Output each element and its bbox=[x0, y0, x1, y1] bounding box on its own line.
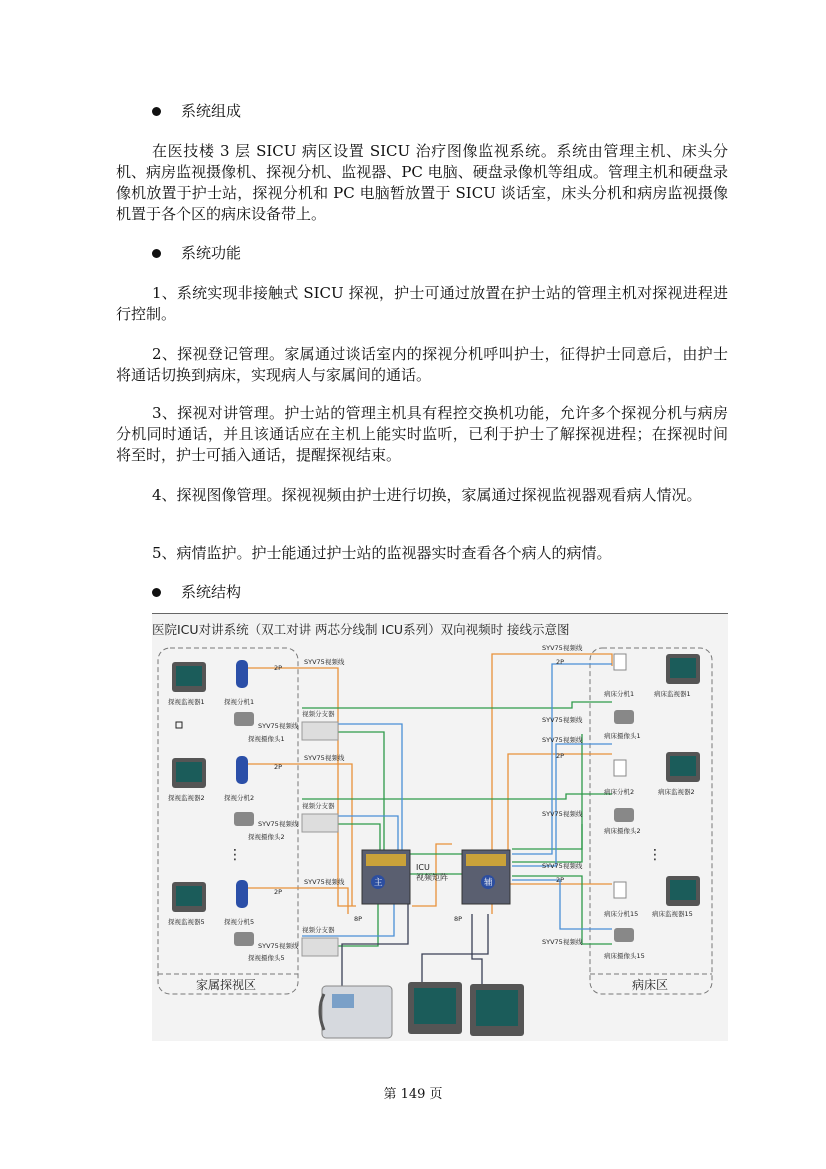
svg-text:视频分支器: 视频分支器 bbox=[302, 802, 335, 810]
visitor-monitor-label: 探视监视器1 bbox=[168, 698, 205, 706]
svg-text:病床监视器2: 病床监视器2 bbox=[658, 788, 695, 796]
section-heading-composition: 系统组成 bbox=[152, 100, 241, 122]
paragraph-function-5: 5、病情监护。护士能通过护士站的监视器实时查看各个病人的病情。 bbox=[152, 544, 612, 562]
svg-text:SYV75视频线: SYV75视频线 bbox=[304, 658, 345, 666]
bullet-icon bbox=[152, 249, 161, 258]
svg-text:2P: 2P bbox=[556, 752, 565, 760]
svg-text:病床摄像头15: 病床摄像头15 bbox=[604, 952, 645, 960]
matrix-aux bbox=[462, 850, 510, 904]
ward-group-2 bbox=[604, 752, 700, 863]
paragraph-function-3: 3、探视对讲管理。护士站的管理主机具有程控交换机功能，允许多个探视分机与病房分机同时通话，并且该通话应在主机上能实时监听，已利于护士了解探视进程；在探视时间将至时，护士可插入通话，提醒探视结束。 bbox=[116, 404, 728, 464]
svg-text:⋮: ⋮ bbox=[648, 847, 662, 863]
paragraph-function-4: 4、探视图像管理。探视视频由护士进行切换，家属通过探视监视器观看病人情况。 bbox=[152, 486, 702, 504]
svg-text:SYV75视频线: SYV75视频线 bbox=[542, 810, 583, 818]
svg-text:SYV75视频线: SYV75视频线 bbox=[258, 722, 299, 730]
svg-text:视频分支器: 视频分支器 bbox=[302, 926, 335, 934]
svg-text:病床监视器15: 病床监视器15 bbox=[652, 910, 693, 918]
page-number: 第 149 页 bbox=[383, 1087, 443, 1102]
svg-text:探视监视器2: 探视监视器2 bbox=[168, 794, 205, 802]
svg-text:SYV75视频线: SYV75视频线 bbox=[542, 716, 583, 724]
svg-text:2P: 2P bbox=[556, 658, 565, 666]
visitor-extension-label: 探视分机1 bbox=[224, 698, 255, 706]
diagram-title: 医院ICU对讲系统（双工对讲 两芯分线制 ICU系列）双向视频时 接线示意图 bbox=[152, 622, 570, 637]
svg-text:2P: 2P bbox=[274, 888, 283, 896]
svg-text:探视分机2: 探视分机2 bbox=[224, 794, 255, 802]
svg-text:探视摄像头5: 探视摄像头5 bbox=[248, 954, 285, 962]
svg-text:SYV75视频线: SYV75视频线 bbox=[304, 878, 345, 886]
visitor-group-1 bbox=[168, 660, 338, 743]
matrix-main bbox=[362, 850, 410, 904]
matrix-label-line2: 视频矩阵 bbox=[416, 873, 448, 882]
svg-text:病床摄像头1: 病床摄像头1 bbox=[604, 732, 641, 740]
visitor-camera-label: 探视摄像头1 bbox=[248, 735, 285, 743]
ward-zone bbox=[590, 648, 712, 994]
svg-text:病床分机2: 病床分机2 bbox=[604, 788, 635, 796]
svg-text:病床监视器1: 病床监视器1 bbox=[654, 690, 691, 698]
svg-text:SYV75视频线: SYV75视频线 bbox=[258, 942, 299, 950]
svg-text:2P: 2P bbox=[274, 763, 283, 771]
svg-text:SYV75视频线: SYV75视频线 bbox=[258, 820, 299, 828]
camera-icon bbox=[234, 812, 254, 826]
bullet-icon bbox=[152, 588, 161, 597]
camera-icon bbox=[614, 808, 634, 822]
splitter-icon bbox=[302, 722, 338, 740]
section-heading-structure: 系统结构 bbox=[152, 581, 241, 603]
matrix-label-line1: ICU bbox=[416, 863, 430, 872]
visitor-zone-label: 家属探视区 bbox=[196, 978, 257, 992]
svg-text:探视摄像头2: 探视摄像头2 bbox=[248, 833, 285, 841]
svg-text:病床分机15: 病床分机15 bbox=[604, 910, 639, 918]
wiring-diagram bbox=[152, 614, 728, 1041]
svg-text:病床分机1: 病床分机1 bbox=[604, 690, 635, 698]
svg-text:视频分支器: 视频分支器 bbox=[302, 710, 335, 718]
diagram-svg bbox=[152, 614, 728, 1041]
camera-icon bbox=[614, 710, 634, 724]
handset-icon bbox=[236, 660, 248, 688]
splitter-icon bbox=[302, 814, 338, 832]
section-heading-function: 系统功能 bbox=[152, 242, 241, 264]
camera-icon bbox=[614, 928, 634, 942]
svg-text:病床摄像头2: 病床摄像头2 bbox=[604, 827, 641, 835]
paragraph-function-2: 2、探视登记管理。家属通过谈话室内的探视分机呼叫护士，征得护士同意后，由护士将通话切换到病床，实现病人与家属间的通话。 bbox=[116, 345, 728, 384]
bullet-icon bbox=[152, 107, 161, 116]
svg-text:探视分机5: 探视分机5 bbox=[224, 918, 255, 926]
ward-group-1 bbox=[604, 654, 700, 740]
svg-text:SYV75视频线: SYV75视频线 bbox=[304, 754, 345, 762]
nurse-monitor-2 bbox=[470, 984, 524, 1036]
splitter-icon bbox=[302, 938, 338, 956]
bed-extension-icon bbox=[614, 654, 626, 670]
ward-group-15 bbox=[604, 876, 700, 960]
svg-text:2P: 2P bbox=[274, 664, 283, 672]
svg-text:2P: 2P bbox=[556, 876, 565, 884]
svg-text:8P: 8P bbox=[354, 915, 363, 923]
visitor-group-5 bbox=[168, 880, 338, 962]
svg-text:SYV75视频线: SYV75视频线 bbox=[542, 644, 583, 652]
visitor-group-2 bbox=[168, 756, 338, 863]
svg-text:探视监视器5: 探视监视器5 bbox=[168, 918, 205, 926]
management-host bbox=[320, 986, 392, 1038]
svg-text:⋮: ⋮ bbox=[228, 847, 242, 863]
svg-text:SYV75视频线: SYV75视频线 bbox=[542, 736, 583, 744]
svg-text:辅: 辅 bbox=[484, 878, 493, 888]
svg-text:SYV75视频线: SYV75视频线 bbox=[542, 862, 583, 870]
svg-text:主: 主 bbox=[374, 878, 383, 888]
nurse-monitor-1 bbox=[408, 982, 462, 1034]
handset-icon bbox=[236, 880, 248, 908]
bed-extension-icon bbox=[614, 760, 626, 776]
camera-icon bbox=[234, 712, 254, 726]
handset-icon bbox=[236, 756, 248, 784]
bed-extension-icon bbox=[614, 882, 626, 898]
svg-text:8P: 8P bbox=[454, 915, 463, 923]
paragraph-function-1: 1、系统实现非接触式 SICU 探视，护士可通过放置在护士站的管理主机对探视进程进行控制。 bbox=[116, 284, 728, 323]
camera-icon bbox=[234, 932, 254, 946]
paragraph-composition: 在医技楼 3 层 SICU 病区设置 SICU 治疗图像监视系统。系统由管理主机、床头分机、病房监视摄像机、探视分机、监视器、PC 电脑、硬盘录像机等组成。管理主机和硬盘录像机放置于护士站，探视分机和 PC 电脑暂放置于 SICU 谈话室，床头分机和病房监视摄像机置于各个区的病床设备带上。 bbox=[116, 142, 728, 223]
svg-text:SYV75视频线: SYV75视频线 bbox=[542, 938, 583, 946]
ward-zone-label: 病床区 bbox=[632, 978, 669, 992]
